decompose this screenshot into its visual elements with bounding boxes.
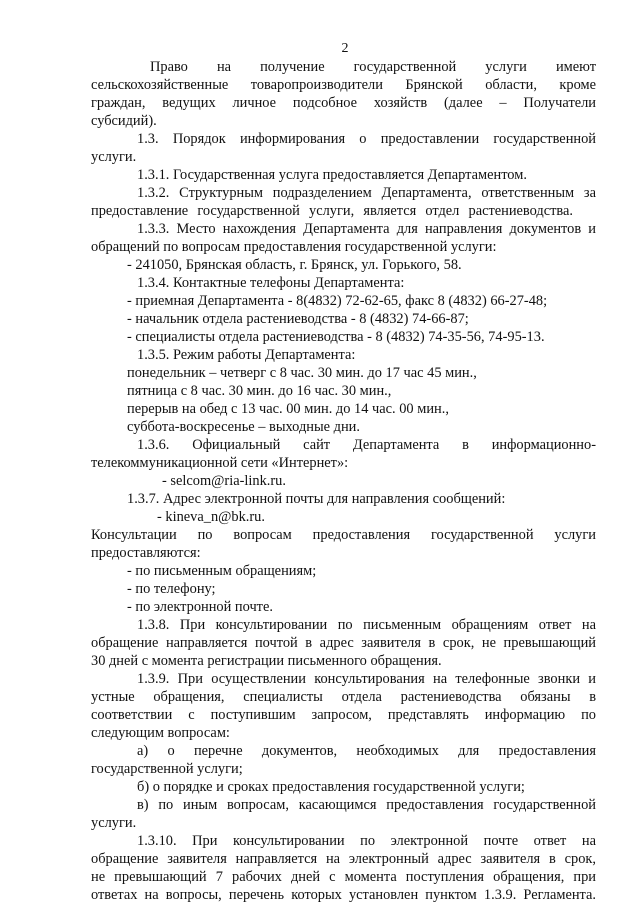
text-line: пятница с 8 час. 30 мин. до 16 час. 30 мин., bbox=[127, 383, 392, 399]
text-line: не превышающий 7 рабочих дней с момента поступления обращения, при bbox=[91, 869, 596, 885]
text-line: обращений по вопросам предоставления государственной услуги: bbox=[91, 239, 497, 255]
text-line: 1.3.2. Структурным подразделением Департамента, ответственным за bbox=[137, 185, 596, 201]
text-line: предоставление государственной услуги, является отдел растениеводства. bbox=[91, 203, 573, 219]
text-line: предоставляются: bbox=[91, 545, 201, 561]
text-line: 1.3.7. Адрес электронной почты для направления сообщений: bbox=[127, 491, 506, 507]
text-line: 30 дней с момента регистрации письменного обращения. bbox=[91, 653, 442, 669]
text-line: в) по иным вопросам, касающимся предоставления государственной bbox=[137, 797, 596, 813]
text-line: 1.3.9. При осуществлении консультирования на телефонные звонки и bbox=[137, 671, 596, 687]
text-line: понедельник – четверг с 8 час. 30 мин. до 17 час 45 мин., bbox=[127, 365, 477, 381]
page-number: 2 bbox=[341, 41, 349, 56]
text-line: телекоммуникационной сети «Интернет»: bbox=[91, 455, 349, 471]
text-line: устные обращения, специалисты отдела растениеводства обязаны в bbox=[91, 689, 596, 705]
text-line: 1.3.6. Официальный сайт Департамента в информационно- bbox=[137, 437, 596, 453]
text-line: - приемная Департамента - 8(4832) 72-62-65, факс 8 (4832) 66-27-48; bbox=[127, 293, 548, 309]
text-line: 1.3.5. Режим работы Департамента: bbox=[137, 347, 356, 363]
text-line: перерыв на обед с 13 час. 00 мин. до 14 час. 00 мин., bbox=[127, 401, 449, 417]
text-line: - по телефону; bbox=[127, 581, 216, 597]
text-line: 1.3.8. При консультировании по письменным обращениям ответ на bbox=[137, 617, 596, 633]
text-line: субсидий). bbox=[91, 113, 157, 129]
text-line: 1.3.10. При консультировании по электронной почте ответ на bbox=[137, 833, 596, 849]
text-line: обращение заявителя направляется на электронный адрес заявителя в срок, bbox=[91, 851, 596, 867]
text-line: - по письменным обращениям; bbox=[127, 563, 317, 579]
text-line: сельскохозяйственные товаропроизводители Брянской области, кроме bbox=[91, 77, 596, 93]
text-line: обращение направляется почтой в адрес заявителя в срок, не превышающий bbox=[91, 635, 596, 651]
text-line: - специалисты отдела растениеводства - 8 (4832) 74-35-56, 74-95-13. bbox=[127, 329, 545, 345]
text-line: услуги. bbox=[91, 149, 137, 165]
text-line: 1.3.4. Контактные телефоны Департамента: bbox=[137, 275, 405, 291]
text-line: - начальник отдела растениеводства - 8 (4832) 74-66-87; bbox=[127, 311, 469, 327]
text-line: 1.3.3. Место нахождения Департамента для направления документов и bbox=[137, 221, 596, 237]
text-line: услуги. bbox=[91, 815, 137, 831]
text-line: государственной услуги; bbox=[91, 761, 243, 777]
text-line: - 241050, Брянская область, г. Брянск, ул. Горького, 58. bbox=[127, 257, 462, 273]
text-line: ответах на вопросы, перечень которых установлен пунктом 1.3.9. Регламента. bbox=[91, 887, 596, 903]
text-line: Право на получение государственной услуги имеют bbox=[150, 59, 596, 75]
text-line: соответствии с поступившим запросом, представлять информацию по bbox=[91, 707, 596, 723]
text-line: следующим вопросам: bbox=[91, 725, 230, 741]
text-line: - по электронной почте. bbox=[127, 599, 273, 615]
text-line: - selcom@ria-link.ru. bbox=[162, 473, 286, 489]
text-line: а) о перечне документов, необходимых для предоставления bbox=[137, 743, 596, 759]
text-line: б) о порядке и сроках предоставления государственной услуги; bbox=[137, 779, 525, 795]
text-line: - kineva_n@bk.ru. bbox=[157, 509, 265, 525]
text-line: 1.3.1. Государственная услуга предоставляется Департаментом. bbox=[137, 167, 527, 183]
text-line: граждан, ведущих личное подсобное хозяйств (далее – Получатели bbox=[91, 95, 596, 111]
text-line: Консультации по вопросам предоставления государственной услуги bbox=[91, 527, 596, 543]
text-line: суббота-воскресенье – выходные дни. bbox=[127, 419, 360, 435]
text-line: 1.3. Порядок информирования о предоставлении государственной bbox=[137, 131, 596, 147]
